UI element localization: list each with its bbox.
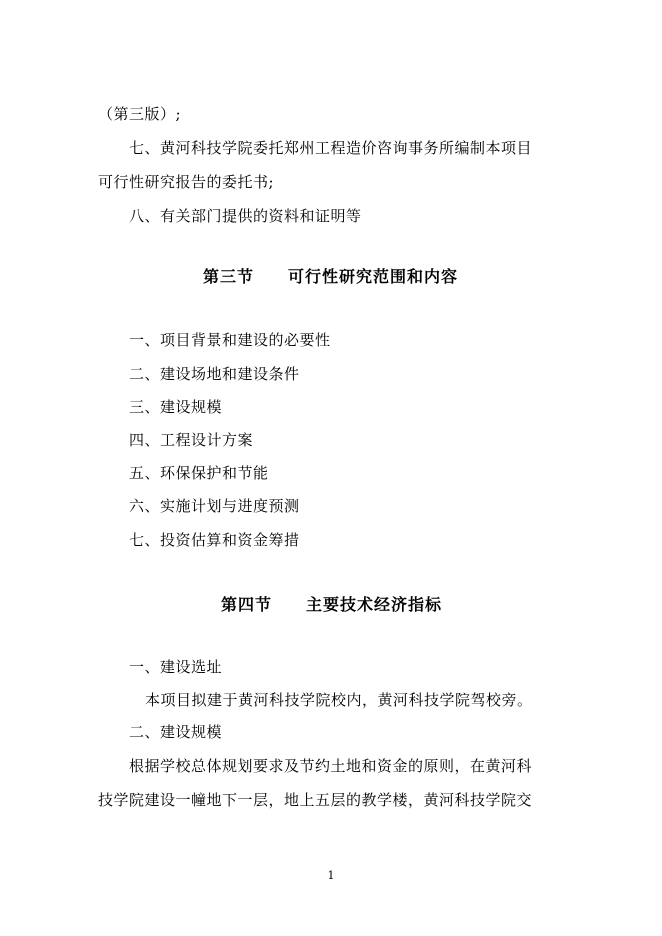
section-heading: [203, 266, 458, 288]
section-number: 第四节: [221, 595, 273, 614]
section-title: 主要技术经济指标: [306, 595, 443, 614]
list-item: 四、工程设计方案: [129, 431, 254, 449]
page-number: 1: [327, 869, 335, 882]
text-line: （第三版）;: [98, 105, 182, 123]
list-item: 七、投资估算和资金筹措: [129, 531, 300, 549]
list-item: 五、环保保护和节能: [129, 464, 269, 482]
paragraph-line: 根据学校总体规划要求及节约土地和资金的原则，在黄河科: [129, 757, 533, 775]
paragraph-line: 技学院建设一幢地下一层，地上五层的教学楼，黄河科技学院交: [98, 791, 533, 809]
paragraph-line: 本项目拟建于黄河科技学院校内，黄河科技学院驾校旁。: [145, 691, 533, 709]
sub-heading: 二、建设规模: [129, 723, 223, 741]
list-item: 三、建设规模: [129, 398, 223, 416]
section-heading: [221, 594, 442, 616]
text-line: 八、有关部门提供的资料和证明等: [129, 207, 362, 225]
sub-heading: 一、建设选址: [129, 658, 223, 676]
section-number: 第三节: [203, 267, 255, 286]
text-line: 七、黄河科技学院委托郑州工程造价咨询事务所编制本项目: [129, 139, 533, 157]
list-item: 二、建设场地和建设条件: [129, 365, 300, 383]
text-line: 可行性研究报告的委托书;: [98, 173, 275, 191]
section-title: 可行性研究范围和内容: [288, 267, 459, 286]
list-item: 一、项目背景和建设的必要性: [129, 331, 331, 349]
list-item: 六、实施计划与进度预测: [129, 497, 300, 515]
